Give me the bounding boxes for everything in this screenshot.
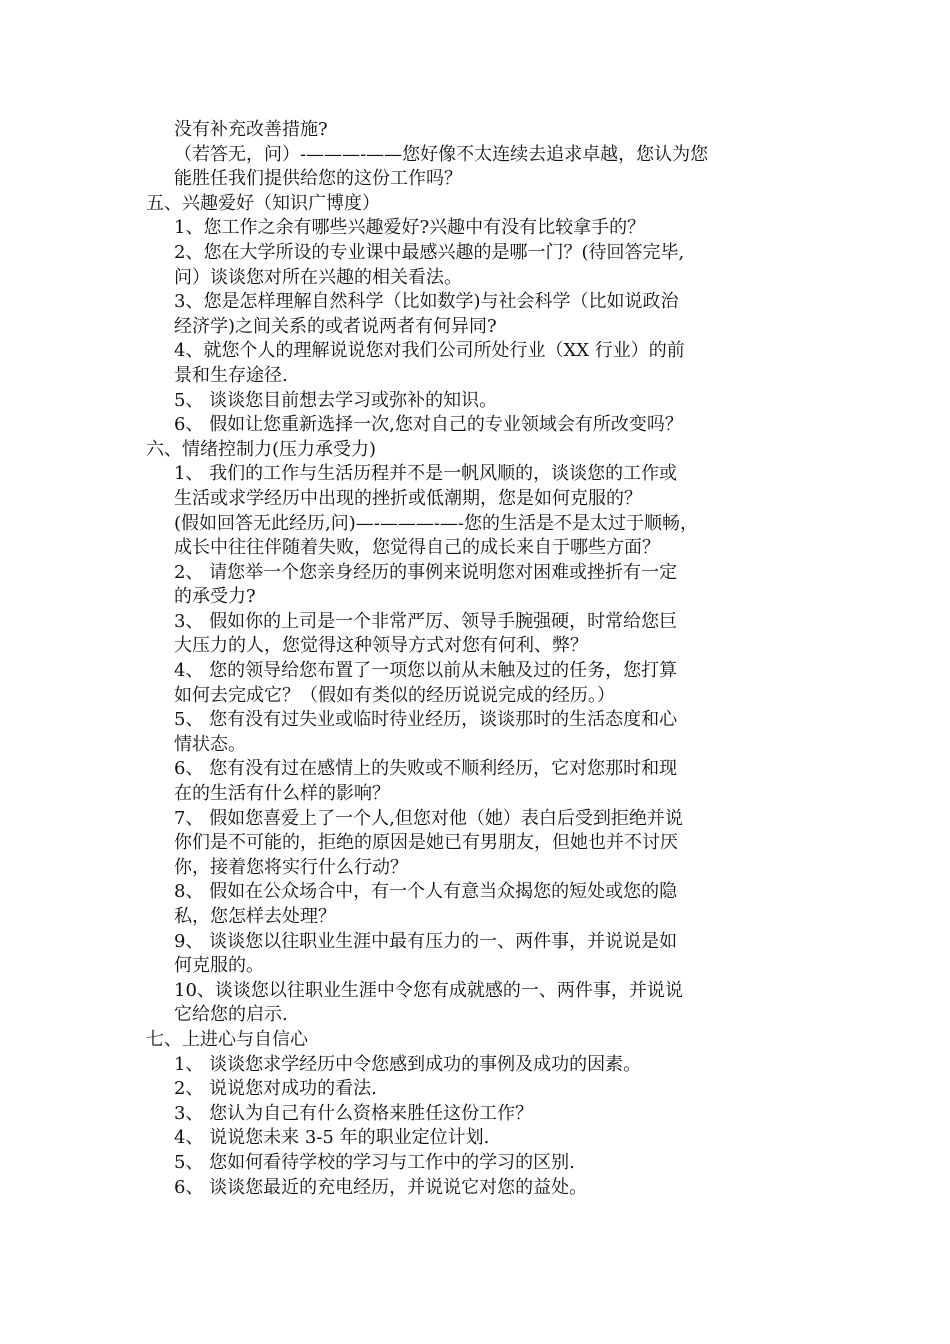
text-line: 7、 假如您喜爱上了一个人,但您对他（她）表白后受到拒绝并说 <box>174 807 683 829</box>
text-line: 2、 请您举一个您亲身经历的事例来说明您对困难或挫折有一定 <box>174 561 678 583</box>
text-line: 生活或求学经历中出现的挫折或低潮期，您是如何克服的？ <box>174 487 642 509</box>
text-line: 2、 说说您对成功的看法. <box>174 1078 377 1100</box>
text-line: 9、 谈谈您以往职业生涯中最有压力的一、两件事，并说说是如 <box>174 930 678 952</box>
text-line: 如何去完成它？（假如有类似的经历说说完成的经历。） <box>174 684 615 706</box>
text-line: 私，您怎样去处理？ <box>174 906 336 927</box>
text-line: 成长中往往伴随着失败，您觉得自己的成长来自于哪些方面？ <box>174 537 660 559</box>
text-line: 6、 假如让您重新选择一次,您对自己的专业领域会有所改变吗？ <box>174 414 683 436</box>
text-line: 的承受力? <box>174 586 256 608</box>
section-heading: 六、情绪控制力(压力承受力) <box>146 438 377 460</box>
section-heading: 五、兴趣爱好（知识广博度） <box>146 192 380 214</box>
text-line: 何克服的。 <box>174 955 264 977</box>
text-line: 4、 说说您未来 3-5 年的职业定位计划. <box>174 1127 490 1149</box>
text-line: (假如回答无此经历,问)—-———-—-您的生活是不是太过于顺畅， <box>174 512 699 534</box>
text-line: 经济学)之间关系的或者说两者有何异同? <box>174 315 497 337</box>
text-line: 5、 您有没有过失业或临时待业经历，谈谈那时的生活态度和心 <box>174 709 678 731</box>
text-line: 2、您在大学所设的专业课中最感兴趣的是哪一门？(待回答完毕, <box>174 241 685 263</box>
text-line: （若答无，问）-———-——您好像不太连续去追求卓越，您认为您 <box>174 143 709 165</box>
text-line: 3、 您认为自己有什么资格来胜任这份工作？ <box>174 1102 534 1124</box>
text-line: 你，接着您将实行什么行动？ <box>174 856 408 878</box>
text-line: 1、您工作之余有哪些兴趣爱好?兴趣中有没有比较拿手的？ <box>174 217 646 239</box>
text-line: 没有补充改善措施? <box>174 119 328 140</box>
text-line: 能胜任我们提供给您的这份工作吗？ <box>174 168 462 190</box>
text-line: 景和生存途径. <box>174 364 288 386</box>
text-line: 5、 您如何看待学校的学习与工作中的学习的区别. <box>174 1151 575 1173</box>
text-line: 5、 谈谈您目前想去学习或弥补的知识。 <box>174 389 498 411</box>
text-line: 3、您是怎样理解自然科学（比如数学)与社会科学（比如说政治 <box>174 291 679 313</box>
section-heading: 七、上进心与自信心 <box>146 1028 308 1050</box>
text-line: 3、 假如你的上司是一个非常严厉、领导手腕强硬，时常给您巨 <box>174 610 678 632</box>
text-line: 在的生活有什么样的影响？ <box>174 783 390 805</box>
text-line: 1、 我们的工作与生活历程并不是一帆风顺的，谈谈您的工作或 <box>174 463 678 485</box>
text-line: 大压力的人，您觉得这种领导方式对您有何利、弊？ <box>174 635 588 657</box>
document-body <box>146 118 810 1200</box>
text-line: 它给您的启示. <box>174 1004 288 1026</box>
text-line: 6、 谈谈您最近的充电经历，并说说它对您的益处。 <box>174 1176 588 1198</box>
text-line: 1、 谈谈您求学经历中令您感到成功的事例及成功的因素。 <box>174 1053 642 1075</box>
text-line: 8、 假如在公众场合中，有一个人有意当众揭您的短处或您的隐 <box>174 881 678 903</box>
text-line: 你们是不可能的，拒绝的原因是她已有男朋友，但她也并不讨厌 <box>174 832 678 854</box>
text-line: 情状态。 <box>174 733 246 755</box>
text-line: 10、谈谈您以往职业生涯中令您有成就感的一、两件事，并说说 <box>174 979 683 1001</box>
text-line: 6、 您有没有过在感情上的失败或不顺利经历，它对您那时和现 <box>174 758 678 780</box>
text-line: 4、就您个人的理解说说您对我们公司所处行业（XX 行业）的前 <box>174 340 685 362</box>
text-line: 4、 您的领导给您布置了一项您以前从未触及过的任务，您打算 <box>174 660 678 682</box>
text-line: 问）谈谈您对所在兴趣的相关看法。 <box>174 266 462 288</box>
